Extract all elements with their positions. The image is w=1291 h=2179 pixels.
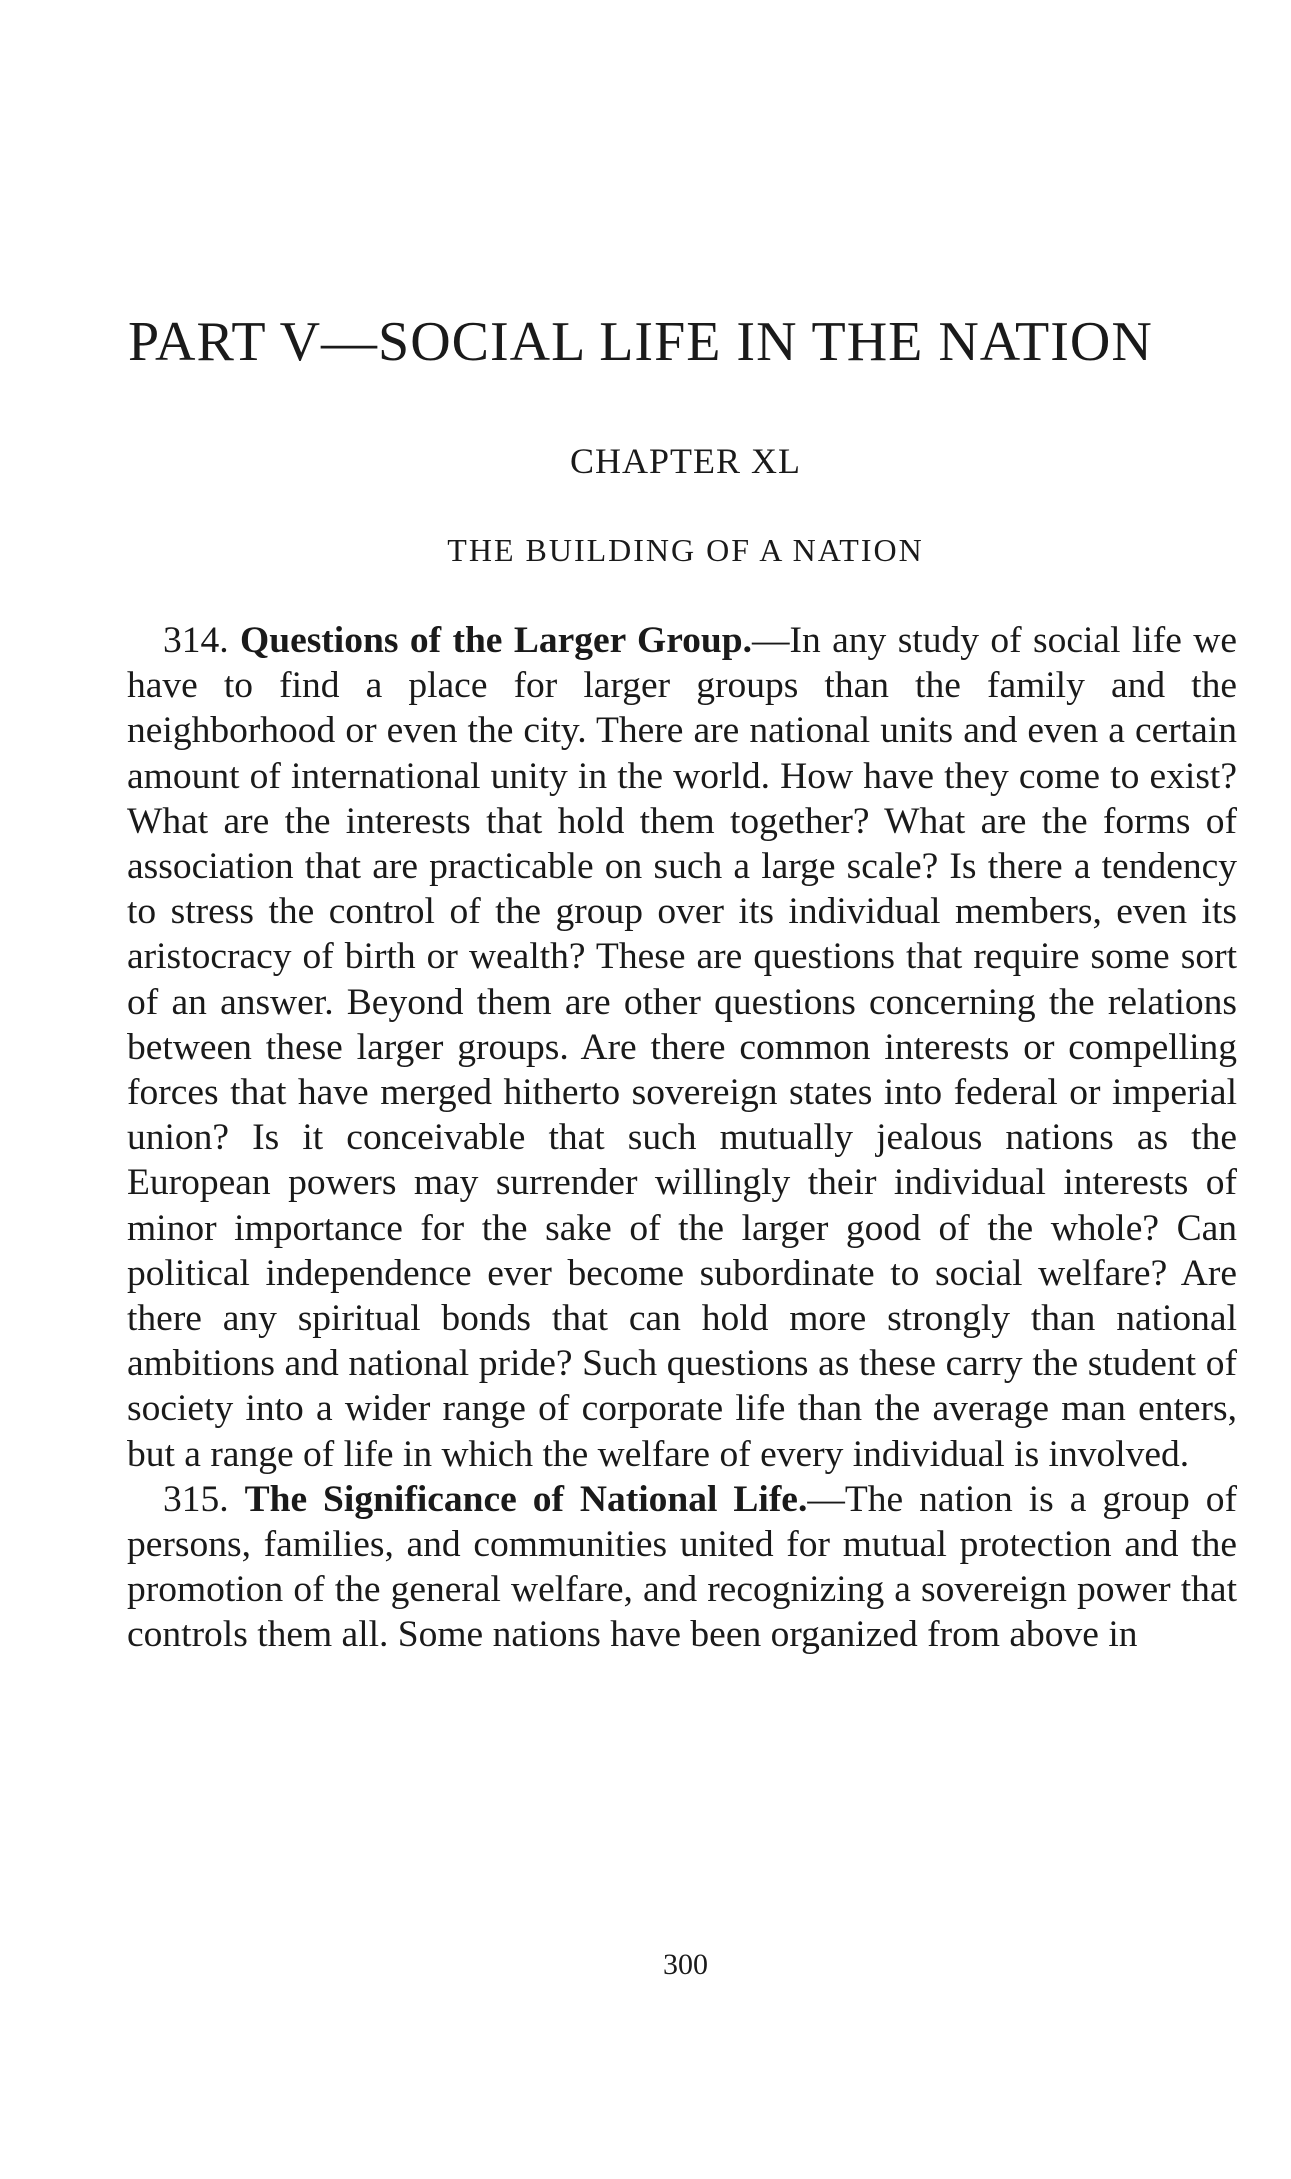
- section-text: —The nation is a group of persons, families, and communities united for mutual protection and the promotion of the general welfare, and recognizing a sovereign power that controls them all. Some nations have been organized from above in: [127, 1478, 1237, 1656]
- section-heading: The Significance of National Life.: [244, 1478, 808, 1520]
- section-text: —In any study of social life we have to find a place for larger groups than the family and the neighborhood or even the city. There are national units and even a certain amount of international unity in the world. How have they come to exist? What are the interests that hold them together? What are the forms of association that are practicable on such a large scale? Is there a tendency to stress the control of the group over its individual members, even its aristocracy of birth or wealth? These are questions that require some sort of an answer. Beyond them are other questions concerning the relations between these larger groups. Are there common interests or compelling forces that have merged hitherto sovereign states into federal or imperial union? Is it conceivable that such mutually jealous nations as the European powers may surrender willingly their individual interests of minor importance for the sake of the larger good of the whole? Can political independence ever become subordinate to social welfare? Are there any spiritual bonds that can hold more strongly than national ambitions and national pride? Such questions as these carry the student of society into a wider range of corporate life than the average man enters, but a range of life in which the welfare of every individual is involved.: [127, 620, 1238, 1475]
- section-number: 314.: [163, 620, 229, 661]
- section-heading: Questions of the Larger Group.: [240, 620, 753, 661]
- section-paragraph: [127, 618, 1237, 1477]
- part-title: PART V—SOCIAL LIFE IN THE NATION: [128, 311, 1153, 373]
- page-number: 300: [663, 1948, 708, 1981]
- body-text: [127, 618, 1237, 1658]
- chapter-title: CHAPTER XL: [569, 441, 801, 481]
- section-paragraph: [127, 1477, 1237, 1658]
- section-number: 315.: [163, 1478, 229, 1520]
- chapter-subtitle: THE BUILDING OF A NATION: [447, 532, 924, 568]
